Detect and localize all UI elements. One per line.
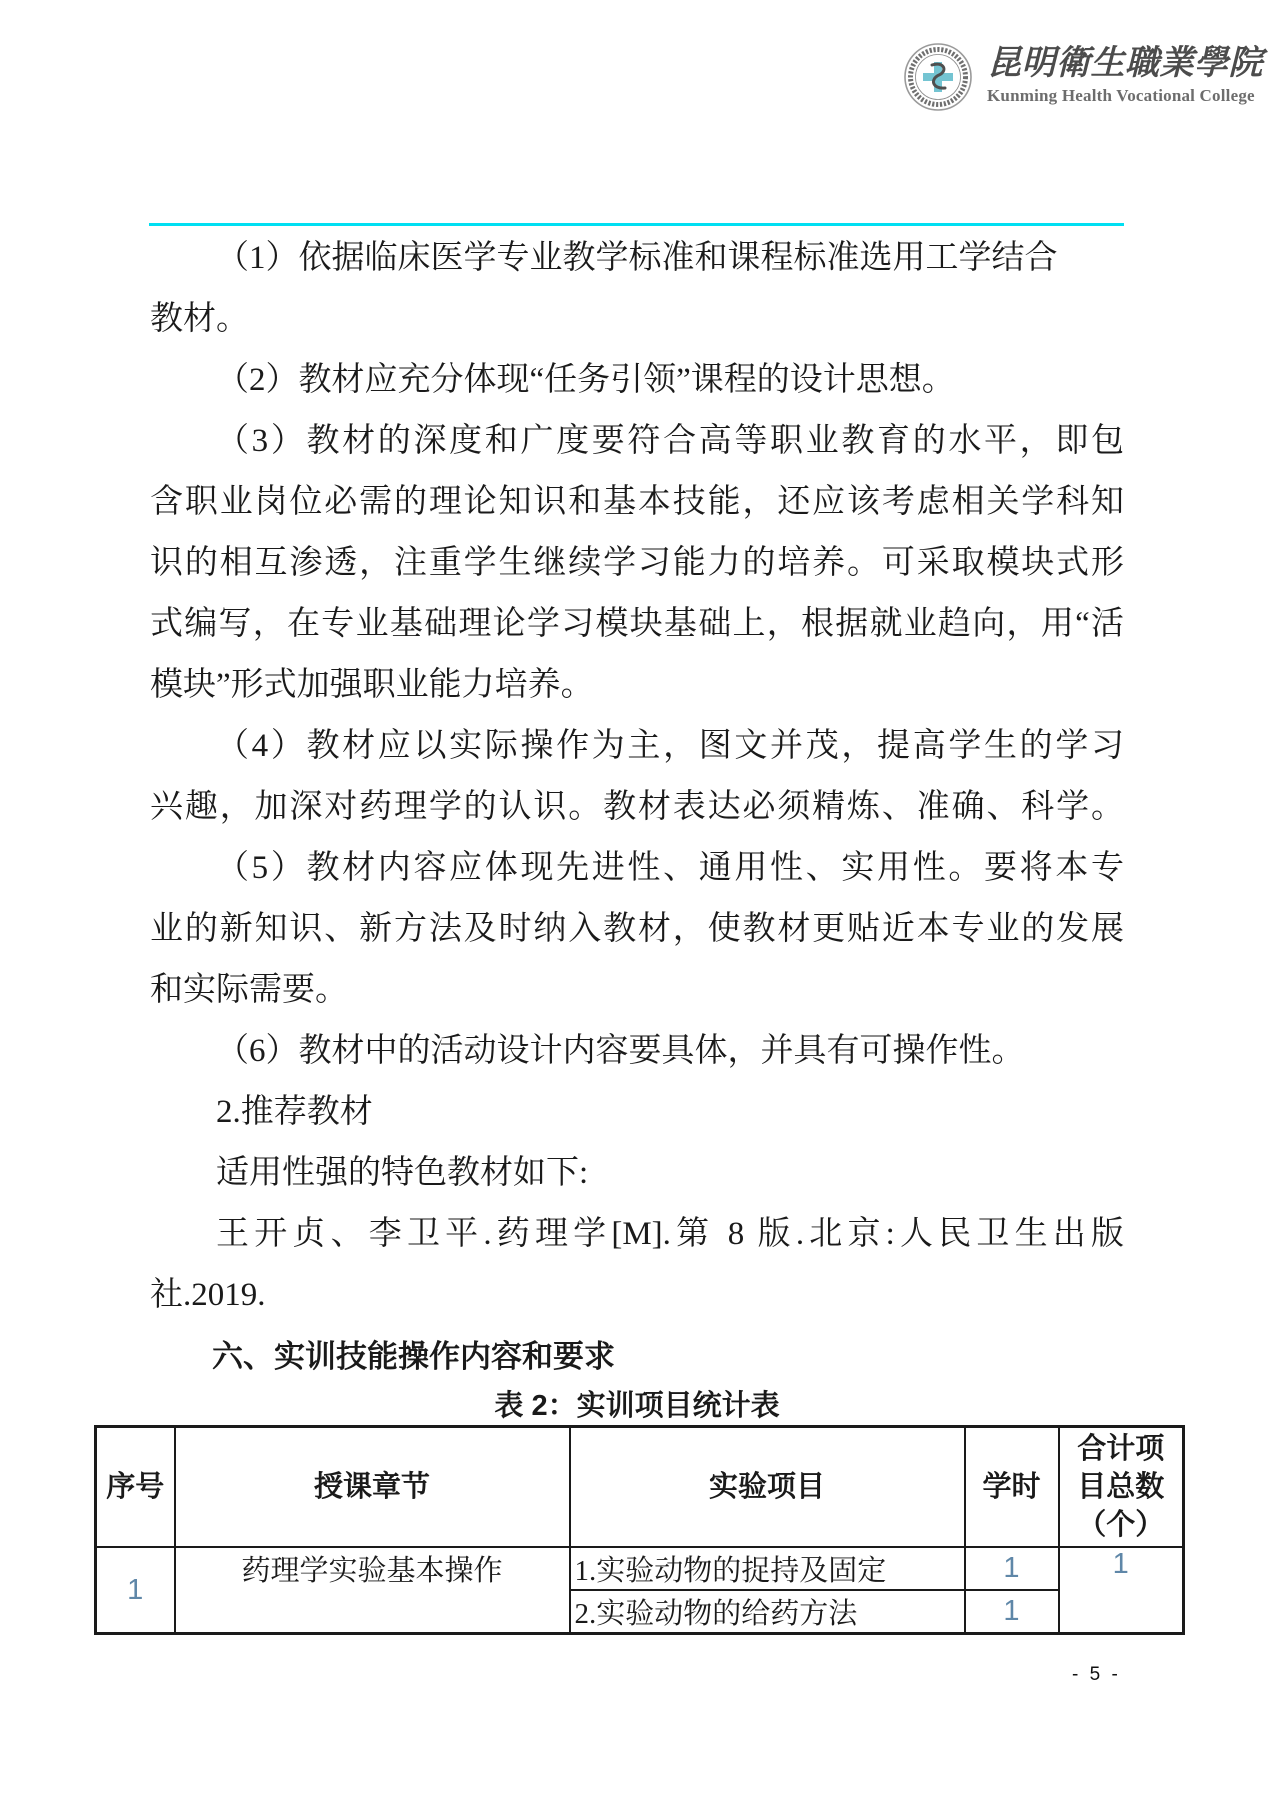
table-caption: 表 2：实训项目统计表 [494,1390,780,1422]
cell-chapter: 药理学实验基本操作 [175,1547,570,1634]
text-line: 社.2019. [150,1277,266,1313]
col-header-total: 合计项目总数（个） [1059,1427,1184,1548]
text-line: 业的新知识、新方法及时纳入教材，使教材更贴近本专业的发展 [150,911,1124,947]
col-header-index: 序号 [96,1427,175,1548]
college-name-zh: 昆明衛生職業學院 [987,45,1263,82]
cell-hours-2: 1 [965,1590,1059,1634]
text-line: （4）教材应以实际操作为主，图文并茂，提高学生的学习 [216,728,1124,764]
text-line: 王开贞、李卫平.药理学[M].第 8 版.北京:人民卫生出版 [216,1216,1124,1252]
training-projects-table [94,1425,1185,1635]
cell-hours-1: 1 [965,1547,1059,1590]
col-header-experiment: 实验项目 [570,1427,965,1548]
cell-total: 1 [1059,1547,1184,1634]
table-header-row [96,1427,1184,1548]
header-divider-line [149,223,1124,226]
text-line: 六、实训技能操作内容和要求 [212,1339,615,1374]
text-line: 适用性强的特色教材如下: [216,1155,589,1191]
cell-experiment-2: 2.实验动物的给药方法 [570,1590,965,1634]
college-name-block [987,42,1263,106]
col-header-chapter: 授课章节 [175,1427,570,1548]
text-line: 式编写，在专业基础理论学习模块基础上，根据就业趋向，用“活 [150,606,1124,642]
page-number: - 5 - [1072,1664,1121,1685]
text-line: （1）依据临床医学专业教学标准和课程标准选用工学结合 [216,240,1058,276]
college-seal-icon [903,42,973,112]
text-line: 教材。 [150,301,249,337]
table-row [96,1547,1184,1590]
college-logo [903,42,1263,112]
text-line: 模块”形式加强职业能力培养。 [150,667,594,703]
col-header-hours: 学时 [965,1427,1059,1548]
text-line: 2.推荐教材 [216,1094,373,1130]
text-line: （3）教材的深度和广度要符合高等职业教育的水平，即包 [216,423,1124,459]
text-line: （5）教材内容应体现先进性、通用性、实用性。要将本专 [216,850,1124,886]
cell-experiment-1: 1.实验动物的捉持及固定 [570,1547,965,1590]
text-line: 兴趣，加深对药理学的认识。教材表达必须精炼、准确、科学。 [150,789,1124,825]
text-line: 和实际需要。 [150,972,348,1008]
cell-index: 1 [96,1547,175,1634]
text-line: （6）教材中的活动设计内容要具体，并具有可操作性。 [216,1033,1025,1069]
text-line: （2）教材应充分体现“任务引领”课程的设计思想。 [216,362,955,398]
body-text [150,228,1124,1387]
college-name-en: Kunming Health Vocational College [987,86,1255,105]
text-line: 含职业岗位必需的理论知识和基本技能，还应该考虑相关学科知 [150,484,1124,520]
text-line: 识的相互渗透，注重学生继续学习能力的培养。可采取模块式形 [150,545,1124,581]
